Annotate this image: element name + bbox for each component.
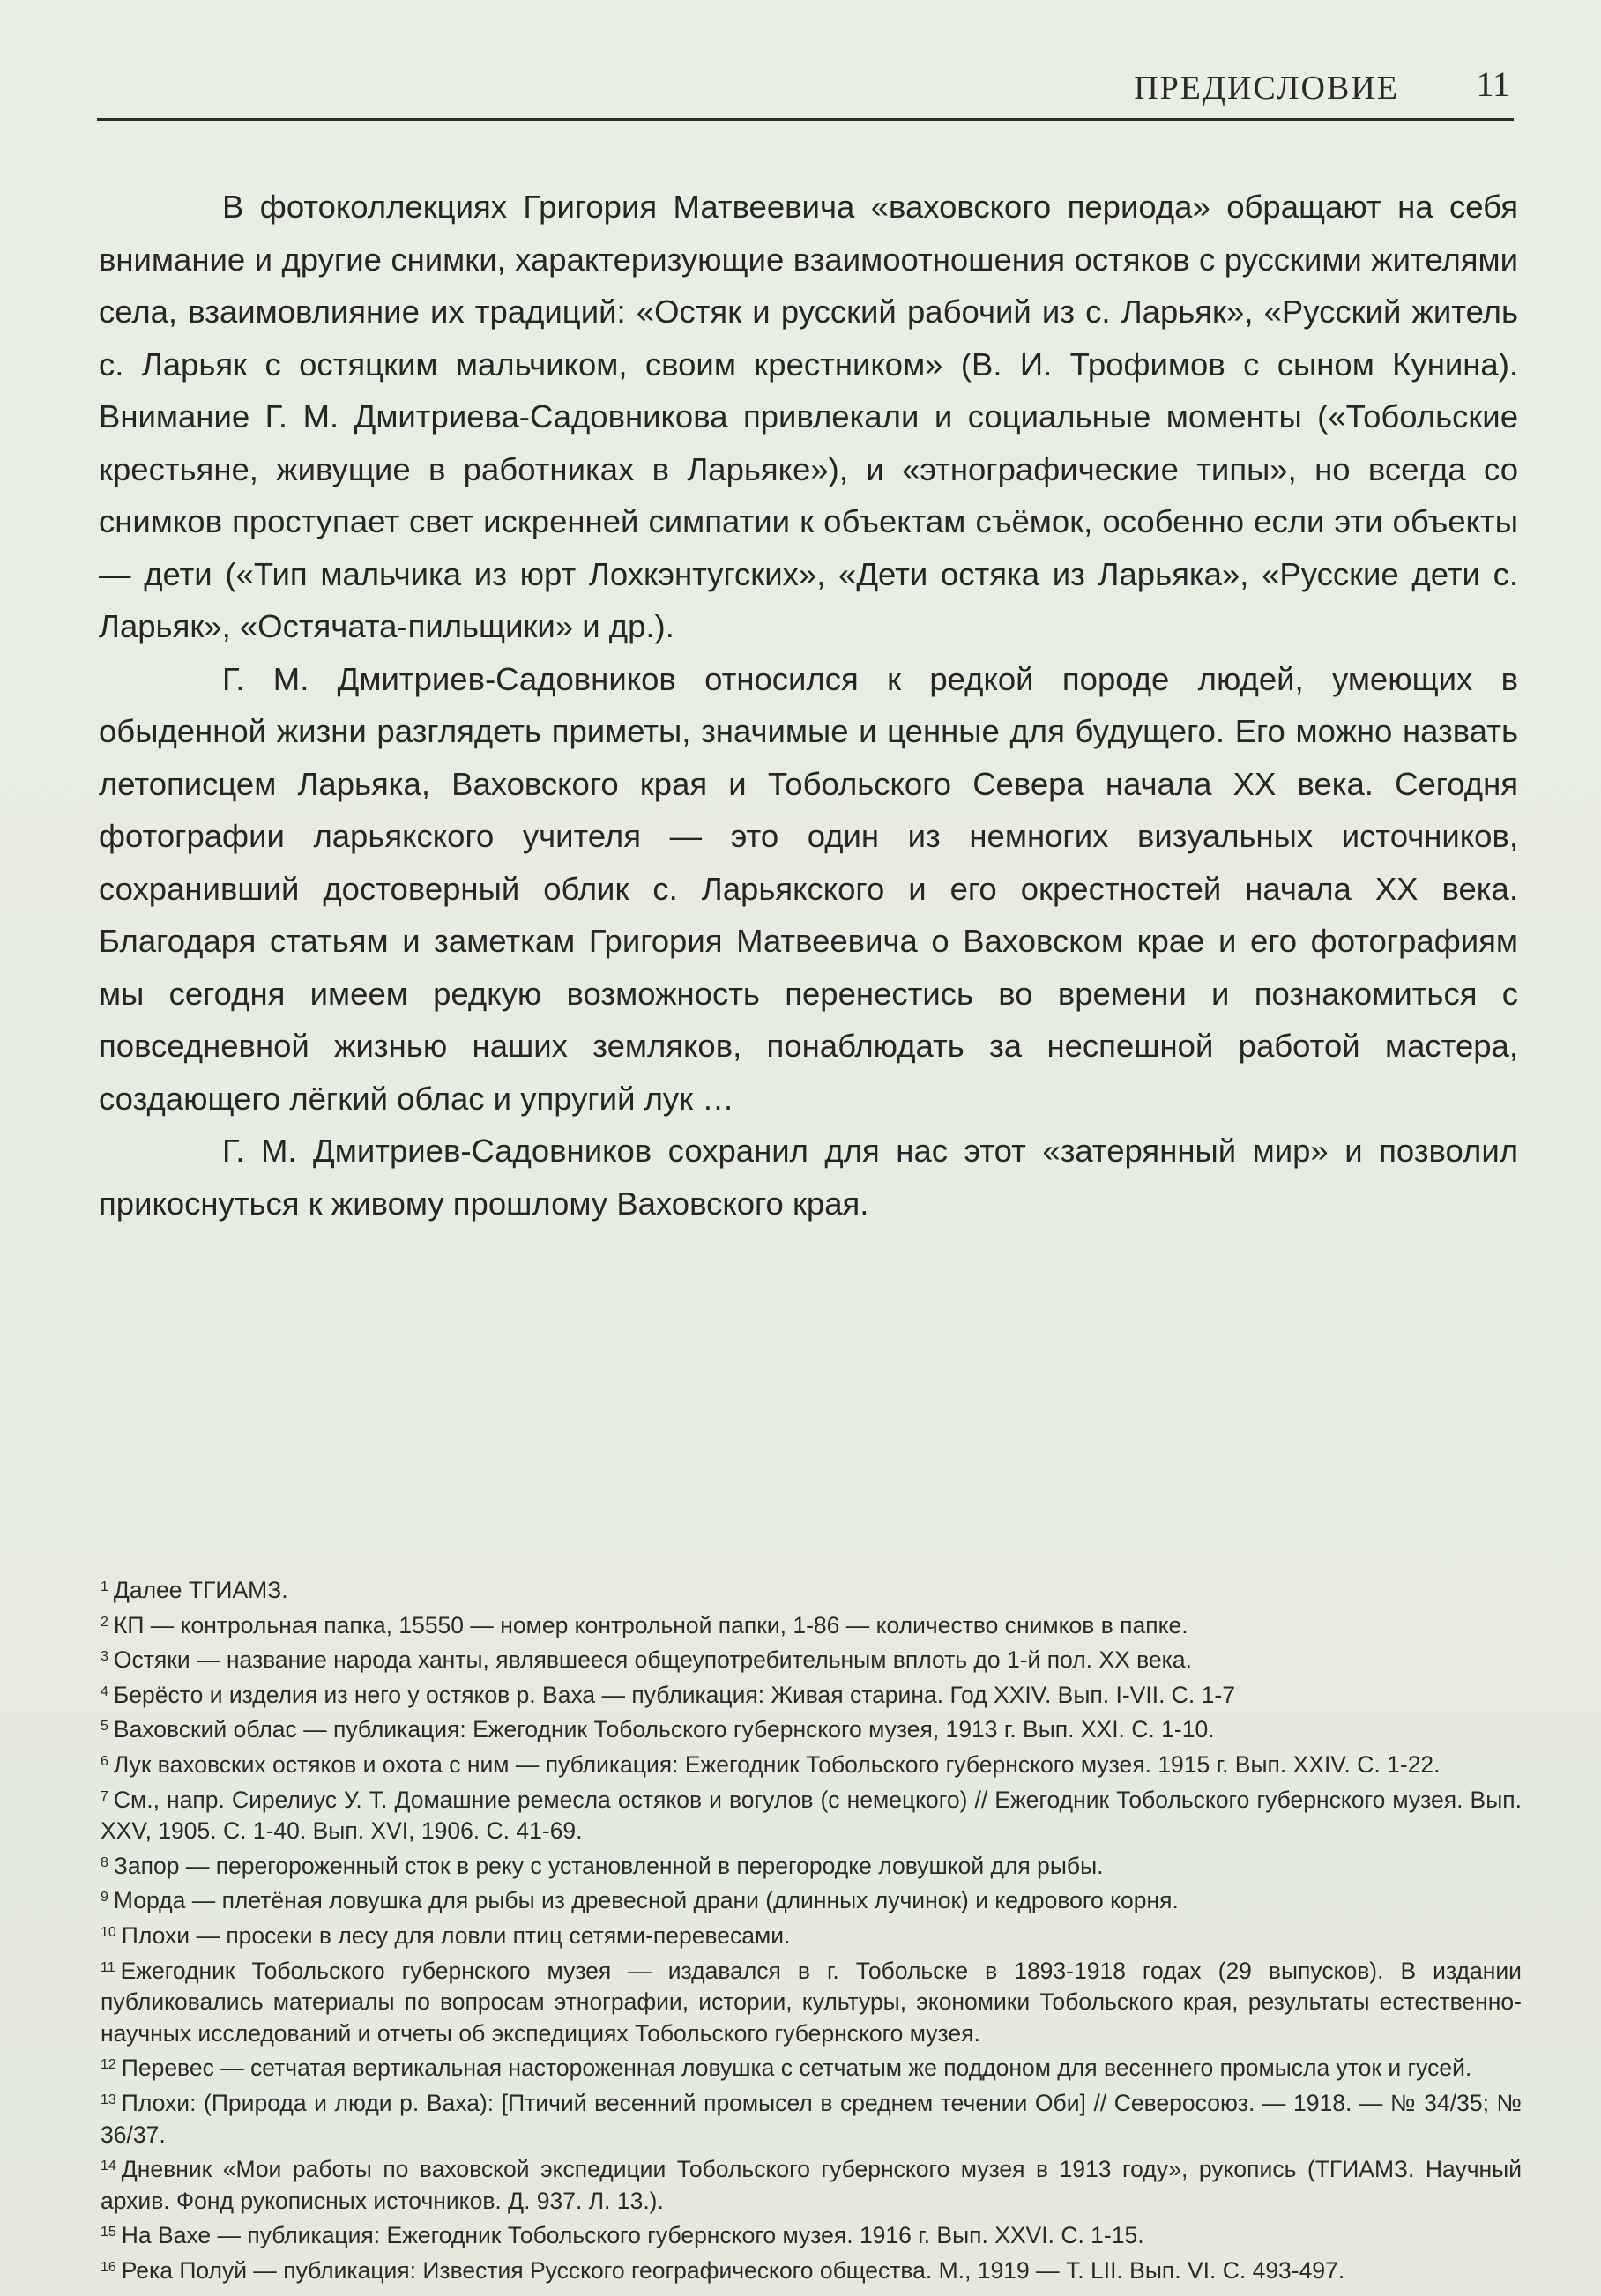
- footnote-text: Морда — плетёная ловушка для рыбы из древесной драни (длинных лучинок) и кедрового корня.: [113, 1887, 1179, 1914]
- footnote-number: 15: [101, 2225, 116, 2240]
- footnote-number: 16: [101, 2259, 116, 2275]
- footnote-number: 6: [101, 1753, 108, 1769]
- footnote-text: Ваховский облас — публикация: Ежегодник Тобольского губернского музея, 1913 г. Вып. XXI. С. 1-10.: [113, 1716, 1215, 1743]
- footnote-text: Запор — перегороженный сток в реку с установленной в перегородке ловушкой для рыбы.: [113, 1852, 1104, 1879]
- footnote-text: Ежегодник Тобольского губернского музея — издавался в г. Тобольске в 1893-1918 годах (29 выпусков). В издании публиковались материалы по вопросам этнографии, истории, культуры, экономики Тобольского края, результаты естественно-научных исследований и отчеты об экспедициях Тобольского губернского музея.: [101, 1957, 1522, 2047]
- paragraph: Г. М. Дмитриев-Садовников сохранил для нас этот «затерянный мир» и позволил прикоснуться к живому прошлому Ваховского края.: [99, 1133, 1518, 1222]
- footnote-text: Плохи: (Природа и люди р. Ваха): [Птичий весенний промысел в среднем течении Оби] // Северосоюз. — 1918. — № 34/35; № 36/37.: [101, 2089, 1522, 2148]
- footnote-text: Дневник «Мои работы по ваховской экспедиции Тобольского губернского музея в 1913 году», рукопись (ТГИАМЗ. Научный архив. Фонд рукописных источников. Д. 937. Л. 13.).: [101, 2156, 1522, 2214]
- footnote-text: Берёсто и изделия из него у остяков р. Ваха — публикация: Живая старина. Год XXIV. Вып. I-VII. С. 1-7: [113, 1681, 1235, 1708]
- section-title: ПРЕДИСЛОВИЕ: [1134, 70, 1399, 107]
- footnote: [101, 1711, 1522, 1746]
- footnote-text: На Вахе — публикация: Ежегодник Тобольского губернского музея. 1916 г. Вып. XXVI. С. 1-15.: [121, 2222, 1144, 2249]
- footnote-number: 9: [101, 1890, 108, 1906]
- page-number: 11: [1476, 64, 1510, 104]
- footnote: [101, 2049, 1522, 2084]
- footnote-text: Далее ТГИАМЗ.: [113, 1577, 288, 1603]
- footnote-number: 12: [101, 2057, 116, 2073]
- footnote-number: 11: [101, 1959, 115, 1975]
- footnote-text: Остяки — название народа ханты, являвшееся общеупотребительным вплоть до 1-й пол. XX века.: [113, 1646, 1192, 1674]
- footnote: [101, 1952, 1522, 2050]
- footnote: [101, 2217, 1522, 2252]
- footnote: [101, 2151, 1522, 2217]
- footnote: [101, 1882, 1522, 1917]
- footnote: [101, 1781, 1522, 1847]
- footnote: [101, 1847, 1522, 1883]
- footnote: [101, 2084, 1522, 2151]
- footnotes: [101, 1572, 1522, 2286]
- footnote-number: 13: [101, 2092, 116, 2107]
- footnote-number: 10: [101, 1924, 116, 1940]
- footnote-number: 8: [101, 1854, 108, 1870]
- footnote: [101, 1572, 1522, 1607]
- footnote-text: Плохи — просеки в лесу для ловли птиц сетями-перевесами.: [121, 1921, 791, 1949]
- footnote: [101, 1917, 1522, 1952]
- footnote-number: 2: [101, 1614, 108, 1630]
- footnote-number: 3: [101, 1649, 108, 1665]
- paragraph: Г. М. Дмитриев-Садовников относился к редкой породе людей, умеющих в обыденной жизни разглядеть приметы, значимые и ценные для будущего. Его можно назвать летописцем Ларьяка, Ваховского края и Тобольского Севера начала XX века. Сегодня фотографии ларьякского учителя — это один из немногих визуальных источников, сохранивший достоверный облик с. Ларьякского и его окрестностей начала XX века. Благодаря статьям и заметкам Григория Матвеевича о Ваховском крае и его фотографиям мы сегодня имеем редкую возможность перенестись во времени и познакомиться с повседневной жизнью наших земляков, понаблюдать за неспешной работой мастера, создающего лёгкий облас и упругий лук …: [99, 660, 1518, 1117]
- footnote-text: Река Полуй — публикация: Известия Русского географического общества. М., 1919 — Т. LII. Вып. VI. С. 493-497.: [121, 2256, 1345, 2284]
- footnote: [101, 1676, 1522, 1712]
- running-header: [97, 62, 1514, 121]
- footnote-number: 7: [101, 1788, 108, 1804]
- paragraph: В фотоколлекциях Григория Матвеевича «ваховского периода» обращают на себя внимание и другие снимки, характеризующие взаимоотношения остяков с русскими жителями села, взаимовлияние их традиций: «Остяк и русский рабочий из с. Ларьяк», «Русский житель с. Ларьяк с остяцким мальчиком, своим крестником» (В. И. Трофимов с сыном Кунина). Внимание Г. М. Дмитриева-Садовникова привлекали и социальные моменты («Тобольские крестьяне, живущие в работниках в Ларьяке»), и «этнографические типы», но всегда со снимков проступает свет искренней симпатии к объектам съёмок, особенно если эти объекты — дети («Тип мальчика из юрт Лохкэнтугских», «Дети остяка из Ларьяка», «Русские дети с. Ларьяк», «Остячата-пильщики» и др.).: [99, 189, 1518, 644]
- footnote: [101, 1607, 1522, 1642]
- main-text: [99, 181, 1518, 1230]
- footnote: [101, 2252, 1522, 2287]
- footnote-text: Лук ваховских остяков и охота с ним — публикация: Ежегодник Тобольского губернского музея. 1915 г. Вып. XXIV. С. 1-22.: [113, 1750, 1441, 1778]
- footnote: [101, 1746, 1522, 1781]
- footnote-number: 14: [101, 2159, 116, 2174]
- footnote-number: 1: [101, 1579, 108, 1594]
- footnote: [101, 1641, 1522, 1676]
- footnote-number: 4: [101, 1683, 108, 1699]
- footnote-text: КП — контрольная папка, 15550 — номер контрольной папки, 1-86 — количество снимков в папке.: [113, 1611, 1188, 1638]
- footnote-number: 5: [101, 1719, 108, 1735]
- footnote-text: См., напр. Сирелиус У. Т. Домашние ремесла остяков и вогулов (с немецкого) // Ежегодник Тобольского губернского музея. Вып. XXV, 1905. С. 1-40. Вып. XVI, 1906. С. 41-69.: [101, 1786, 1522, 1845]
- footnote-text: Перевес — сетчатая вертикальная настороженная ловушка с сетчатым же поддоном для весеннего промысла уток и гусей.: [121, 2055, 1472, 2082]
